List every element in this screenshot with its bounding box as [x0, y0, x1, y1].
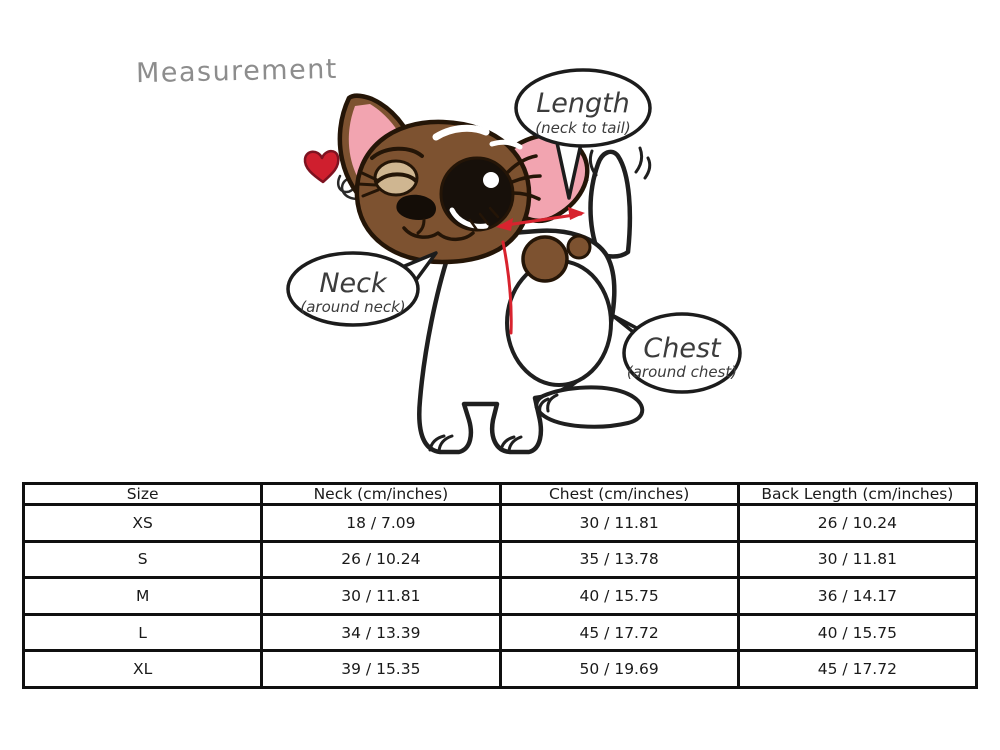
size-cell: L [24, 614, 262, 651]
neck-cell: 30 / 11.81 [262, 578, 500, 615]
dog-back-spot-small [568, 236, 590, 258]
table-row [24, 614, 977, 651]
dog-back-spot-large [523, 237, 567, 281]
col-header-chest: Chest (cm/inches) [500, 484, 738, 505]
size-cell: XS [24, 505, 262, 542]
chest-cell: 50 / 19.69 [500, 651, 738, 688]
table-header-row [24, 484, 977, 505]
neck-cell: 39 / 15.35 [262, 651, 500, 688]
neck-bubble-label: Neck [319, 268, 387, 299]
back-length-cell: 40 / 15.75 [738, 614, 976, 651]
neck-cell: 26 / 10.24 [262, 541, 500, 578]
back-length-cell: 45 / 17.72 [738, 651, 976, 688]
back-length-cell: 30 / 11.81 [738, 541, 976, 578]
length-bubble-sub: (neck to tail) [535, 119, 631, 137]
dog-eye [441, 158, 513, 230]
dog-tail [591, 152, 630, 257]
chest-bubble-sub: (around chest) [626, 363, 738, 381]
dog-hind-leg [507, 261, 611, 385]
chest-bubble-label: Chest [643, 333, 721, 364]
table-row [24, 578, 977, 615]
col-header-size: Size [24, 484, 262, 505]
table-row [24, 651, 977, 688]
neck-cell: 34 / 13.39 [262, 614, 500, 651]
size-cell: XL [24, 651, 262, 688]
dog-rear-paw [536, 387, 642, 426]
table-row [24, 505, 977, 542]
size-table [22, 482, 978, 689]
chest-bubble [612, 314, 740, 392]
chest-cell: 30 / 11.81 [500, 505, 738, 542]
neck-cell: 18 / 7.09 [262, 505, 500, 542]
size-table-body [24, 505, 977, 688]
back-length-cell: 36 / 14.17 [738, 578, 976, 615]
table-row [24, 541, 977, 578]
heart-icon [305, 151, 338, 182]
size-cell: M [24, 578, 262, 615]
col-header-back-length: Back Length (cm/inches) [738, 484, 976, 505]
eye-highlight [483, 172, 499, 188]
neck-bubble-sub: (around neck) [300, 298, 406, 316]
length-bubble-label: Length [536, 88, 630, 119]
chest-cell: 35 / 13.78 [500, 541, 738, 578]
col-header-neck: Neck (cm/inches) [262, 484, 500, 505]
page-title: Measurement [135, 53, 339, 90]
neck-bubble [288, 253, 436, 325]
size-cell: S [24, 541, 262, 578]
chest-cell: 45 / 17.72 [500, 614, 738, 651]
back-length-cell: 26 / 10.24 [738, 505, 976, 542]
chest-cell: 40 / 15.75 [500, 578, 738, 615]
